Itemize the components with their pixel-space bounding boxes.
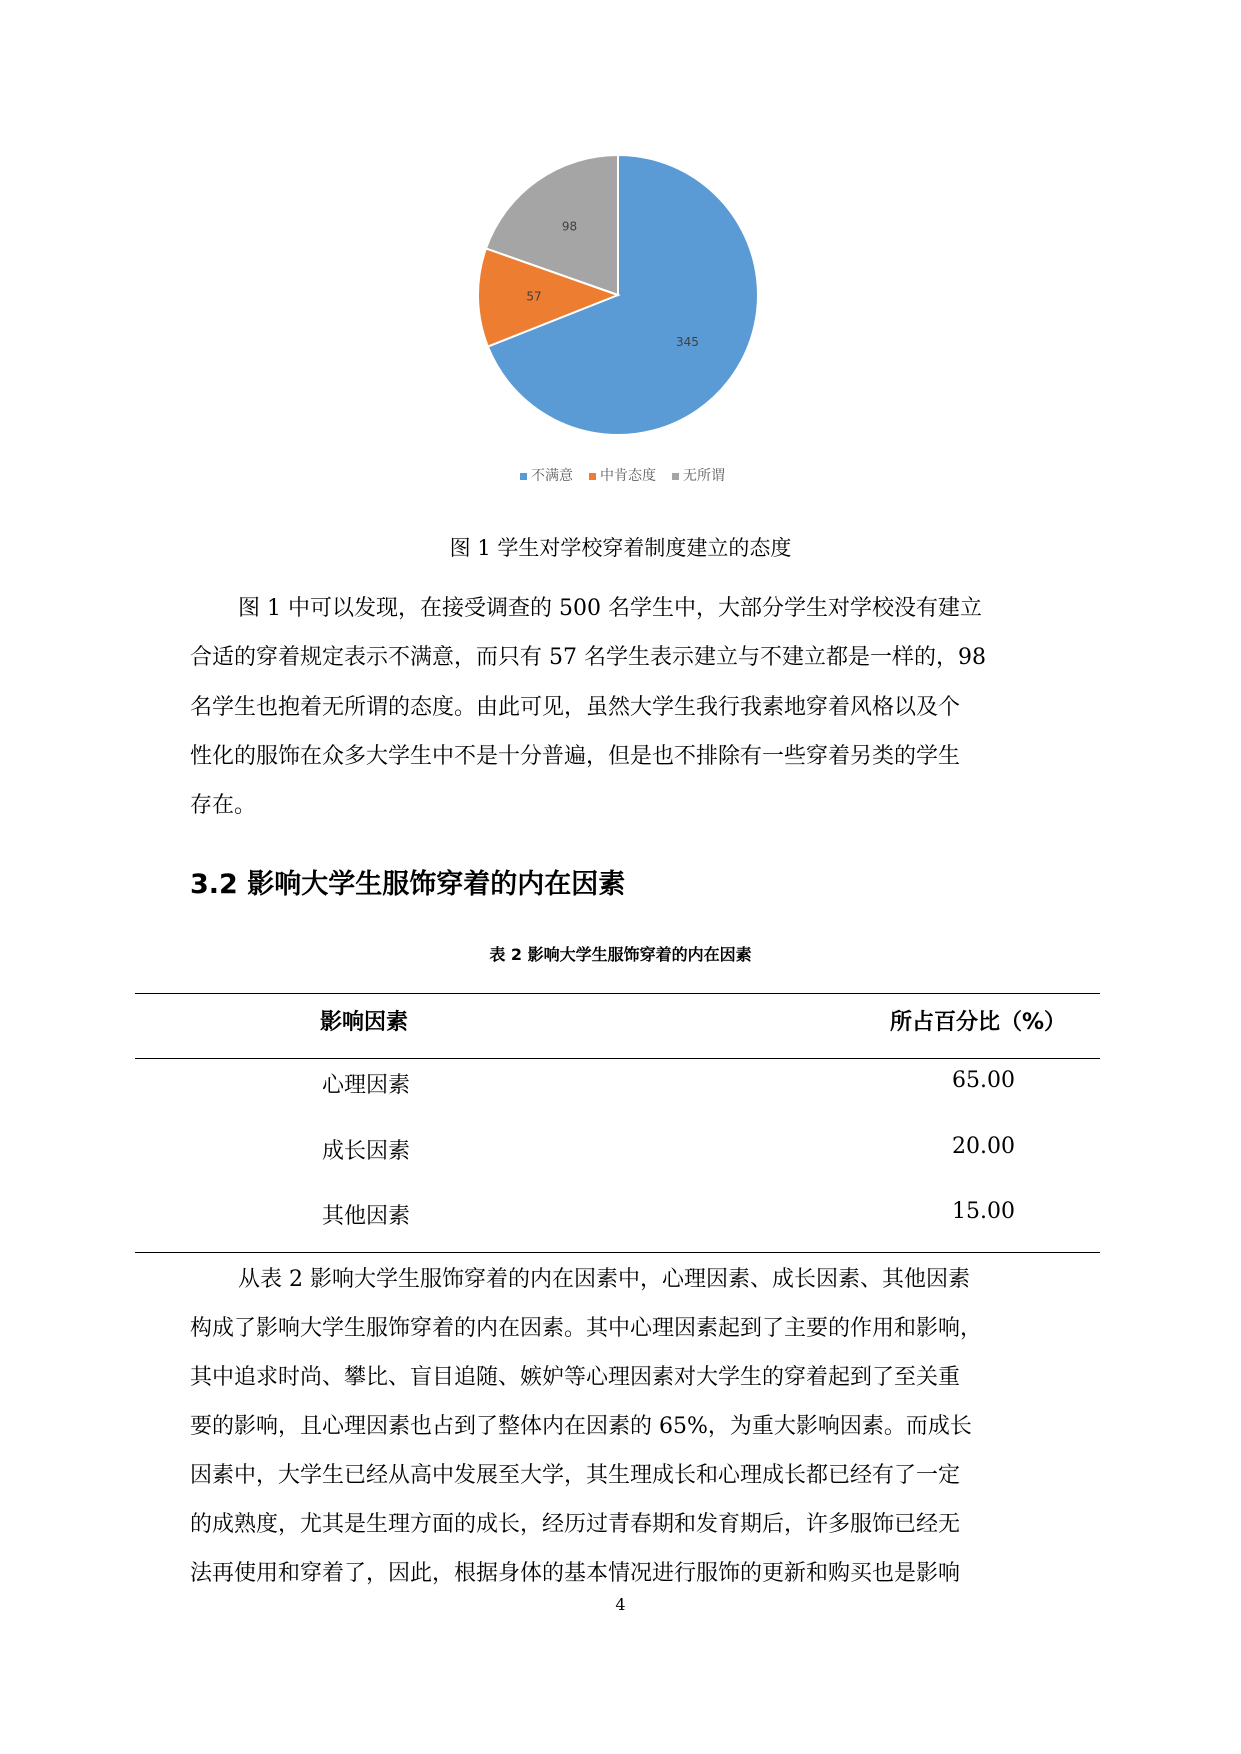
table-cell-factor: 心理因素	[322, 1073, 411, 1098]
table-cell-percent: 65.00	[952, 1068, 1015, 1093]
pie-chart	[420, 150, 780, 460]
paragraph-line: 名学生也抱着无所谓的态度。由此可见，虽然大学生我行我素地穿着风格以及个	[190, 695, 961, 720]
table-header-percent: 所占百分比（%）	[890, 1010, 1067, 1035]
legend-item-neutral: 中肯态度	[589, 465, 656, 485]
table-cell-percent: 15.00	[952, 1199, 1015, 1224]
pie-data-label: 345	[676, 335, 699, 350]
paragraph-line: 法再使用和穿着了，因此，根据身体的基本情况进行服饰的更新和购买也是影响	[190, 1561, 961, 1586]
table-cell-factor: 成长因素	[322, 1139, 411, 1164]
paragraph-line: 的成熟度，尤其是生理方面的成长，经历过青春期和发育期后，许多服饰已经无	[190, 1512, 961, 1537]
figure-caption: 图 1 学生对学校穿着制度建立的态度	[449, 536, 792, 560]
section-heading: 3.2 影响大学生服饰穿着的内在因素	[190, 869, 626, 900]
paragraph-line: 性化的服饰在众多大学生中不是十分普遍，但是也不排除有一些穿着另类的学生	[190, 744, 961, 769]
paragraph-line: 从表 2 影响大学生服饰穿着的内在因素中，心理因素、成长因素、其他因素	[238, 1267, 970, 1292]
paragraph-line: 因素中，大学生已经从高中发展至大学，其生理成长和心理成长都已经有了一定	[190, 1463, 961, 1488]
legend-swatch	[520, 473, 527, 480]
table-header-factor: 影响因素	[320, 1010, 409, 1035]
table-cell-factor: 其他因素	[322, 1204, 411, 1229]
legend-item-unsatisfied: 不满意	[520, 465, 573, 485]
paragraph-line: 要的影响，且心理因素也占到了整体内在因素的 65%，为重大影响因素。而成长	[190, 1414, 972, 1439]
legend-swatch	[672, 473, 679, 480]
chart-legend	[520, 465, 725, 485]
paragraph-line: 构成了影响大学生服饰穿着的内在因素。其中心理因素起到了主要的作用和影响，	[190, 1316, 983, 1341]
legend-item-indifferent: 无所谓	[672, 465, 725, 485]
table-top-rule	[135, 993, 1100, 994]
paragraph-line: 其中追求时尚、攀比、盲目追随、嫉妒等心理因素对大学生的穿着起到了至关重	[190, 1365, 961, 1390]
pie-data-label: 98	[561, 219, 578, 234]
table-header-rule	[135, 1058, 1100, 1059]
paragraph-line: 图 1 中可以发现，在接受调查的 500 名学生中，大部分学生对学校没有建立	[238, 596, 982, 621]
table-caption: 表 2 影响大学生服饰穿着的内在因素	[489, 945, 752, 964]
page-number: 4	[615, 1595, 626, 1614]
pie-data-label: 57	[526, 289, 542, 304]
legend-swatch	[589, 473, 596, 480]
table-cell-percent: 20.00	[952, 1134, 1015, 1159]
paragraph-line: 合适的穿着规定表示不满意，而只有 57 名学生表示建立与不建立都是一样的，98	[190, 645, 986, 670]
paragraph-line: 存在。	[190, 793, 257, 818]
table-bottom-rule	[135, 1252, 1100, 1253]
